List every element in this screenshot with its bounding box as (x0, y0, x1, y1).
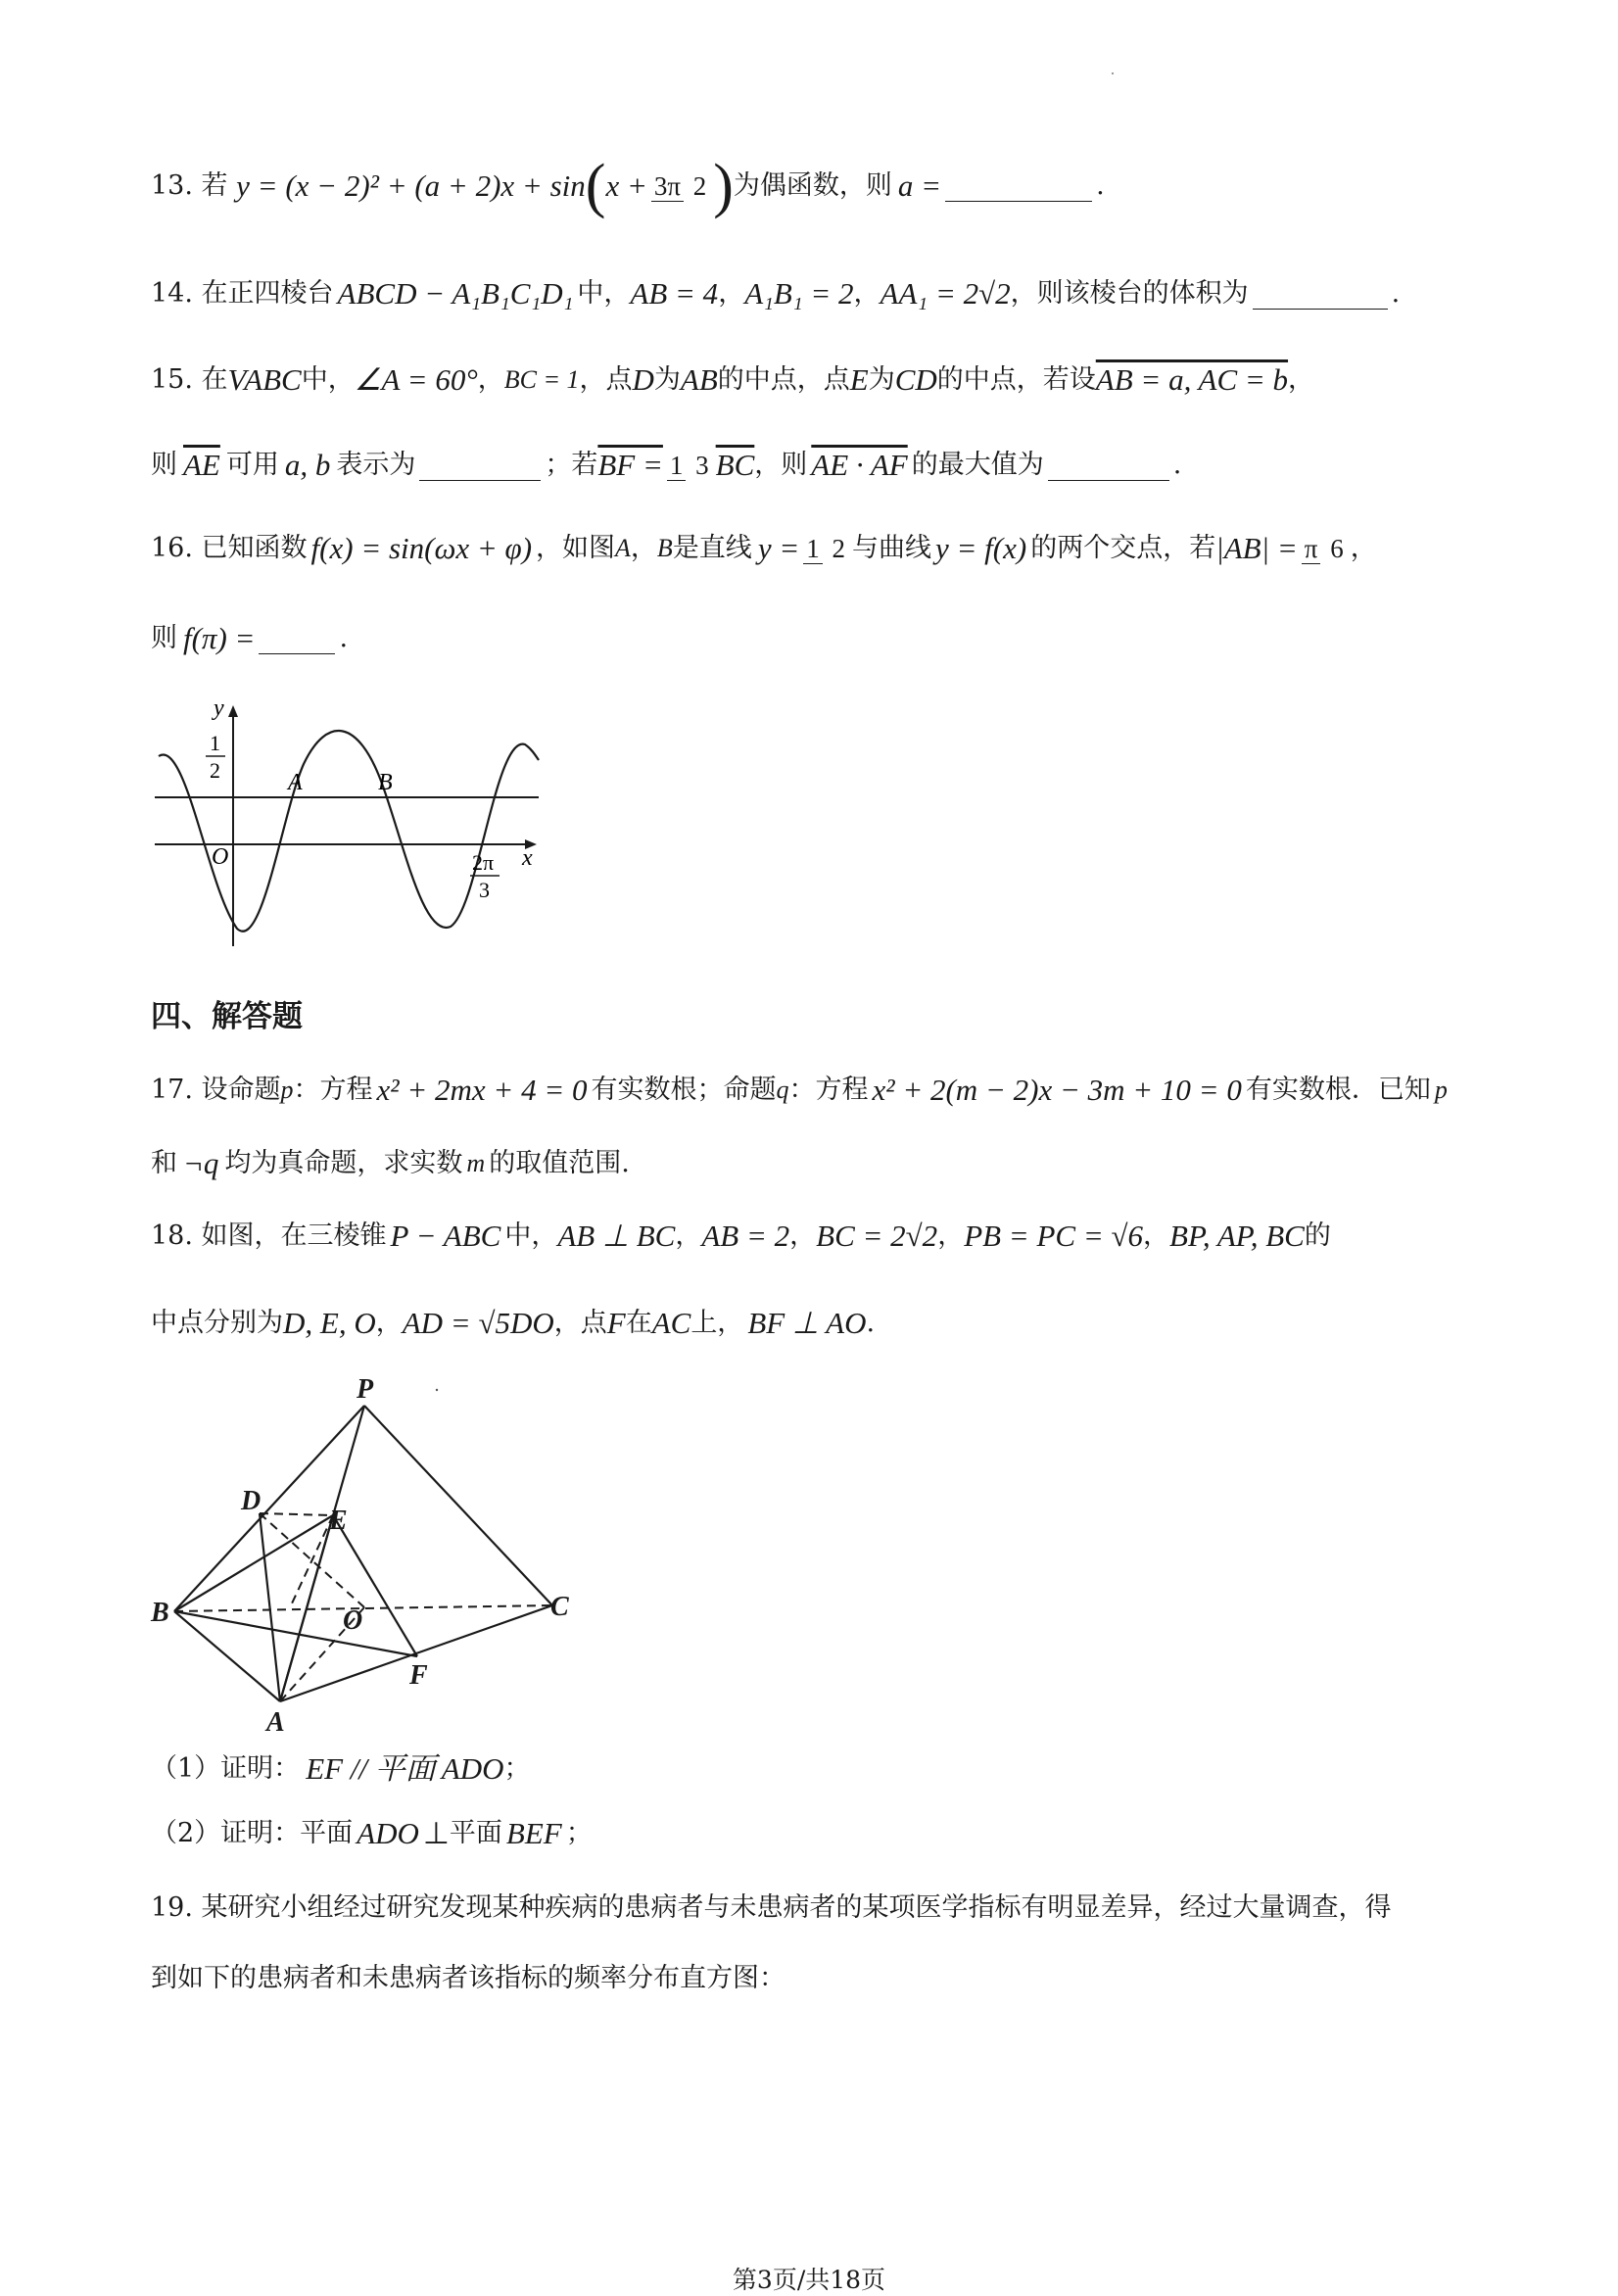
q17-l2-t3: 的取值范围. (489, 1148, 630, 1178)
segment-ad (260, 1513, 280, 1701)
label-f: F (409, 1660, 428, 1691)
q18-2-perp: ⊥ (422, 1816, 450, 1850)
q18-l2-t1: 中点分别为 (151, 1308, 283, 1338)
q18-points: D, E, O (283, 1306, 376, 1340)
q14-solid: ABCD − A₁B₁C₁D₁ (337, 276, 574, 311)
q18-solid: P − ABC (390, 1219, 501, 1253)
graph-half-den: 2 (210, 758, 220, 783)
q17-t2: ：方程 (293, 1075, 373, 1105)
q13-answer-blank (945, 171, 1092, 202)
q16-number: 16. (151, 533, 193, 563)
sine-graph-figure (147, 695, 548, 960)
label-o: O (343, 1605, 363, 1636)
q15-dot-product: AE · AF (811, 448, 908, 482)
question-17-line2 (151, 1144, 630, 1183)
q16-point-b: B (656, 534, 673, 562)
q18-sep2: ， (789, 1220, 817, 1251)
q15-l2-t2: 表示为 (336, 450, 416, 480)
q15-l2-t1: 可用 (225, 450, 279, 480)
q16-frac-num: 1 (803, 534, 823, 564)
q18-cond7: BF ⊥ AO (747, 1306, 867, 1340)
q18-sep1: ， (675, 1220, 702, 1251)
page-footer: 第3页/共18页 (732, 2266, 886, 2294)
q15-text5: 的中点，点 (717, 364, 850, 395)
pyramid-figure (147, 1376, 588, 1739)
q18-cond6: AD = √5DO (402, 1306, 554, 1340)
question-19-line1 (151, 1889, 1392, 1928)
q13-x-plus: x + (605, 168, 647, 203)
q18-cond4: PB = PC = √6 (964, 1219, 1144, 1253)
figure-speck (436, 1389, 438, 1391)
q15-answer-blank-1 (419, 451, 541, 481)
q18-f: F (606, 1306, 626, 1340)
q14-sep1: ， (718, 278, 745, 309)
q16-frac2-num: π (1302, 534, 1321, 564)
q18-cond2: AB = 2 (701, 1219, 790, 1253)
q17-l2-t2: 均为真命题，求实数 (224, 1148, 463, 1178)
q13-number: 13. (151, 170, 193, 201)
q15-answer-blank-2 (1048, 451, 1169, 481)
q13-paren-right: ) (713, 153, 734, 219)
q18-l2-t4: 上， (690, 1308, 744, 1338)
scan-dot (1112, 72, 1114, 74)
q19-line2: 到如下的患病者和未患病者该指标的频率分布直方图： (151, 1963, 785, 1993)
q18-t3: 的 (1304, 1220, 1331, 1251)
q16-text3: 是直线 (672, 533, 752, 563)
q17-eq2: x² + 2(m − 2)x − 3m + 10 = 0 (872, 1073, 1242, 1107)
graph-x-label: x (522, 845, 533, 871)
q15-sep1: ， (477, 364, 504, 395)
q17-p: p (280, 1076, 294, 1104)
q14-text3: ，则该棱台的体积为 (1010, 278, 1249, 309)
q13-var: a = (897, 168, 942, 203)
q18-sep4: ， (1143, 1220, 1170, 1251)
q15-frac-den: 3 (695, 450, 709, 480)
q18-l2-t3: 在 (625, 1308, 652, 1338)
q16-text4: 与曲线 (852, 533, 931, 563)
question-15-line2 (151, 446, 1181, 485)
q16-function: f(x) = sin(ωx + φ) (310, 531, 533, 565)
q15-text3: ，点 (579, 364, 633, 395)
q13-expr: y = (x − 2)² + (a + 2)x + sin (236, 168, 586, 203)
q18-t1: 如图，在三棱锥 (201, 1220, 387, 1251)
q17-p2: p (1434, 1076, 1448, 1104)
q17-t3: 有实数根；命题 (591, 1075, 777, 1105)
q18-t2: 中， (504, 1220, 558, 1251)
graph-tick-den: 3 (479, 878, 490, 902)
q14-text2: 中， (577, 278, 631, 309)
q16-fraction-half (803, 534, 848, 564)
q18-1-label: （1）证明： (151, 1753, 301, 1784)
q16-y-eq: y = (757, 531, 800, 565)
q15-frac-num: 1 (667, 451, 687, 481)
section-4-heading: 四、解答题 (151, 999, 303, 1034)
q19-line1: 某研究小组经过研究发现某种疾病的患病者与未患病者的某项医学指标有明显差异，经过大量调查，得 (201, 1892, 1392, 1923)
label-c: C (550, 1592, 569, 1622)
q18-1-expr: EF // 平面 (306, 1751, 436, 1786)
q16-curve: y = f(x) (935, 531, 1027, 565)
graph-y-label: y (214, 695, 224, 721)
q16-f-pi: f(π) = (183, 621, 256, 655)
q16-l2-pre: 则 (151, 623, 177, 653)
q15-l2-t4: ，则 (754, 450, 808, 480)
q14-cond1: AB = 4 (630, 276, 719, 311)
q18-2-plane2: BEF (505, 1816, 562, 1850)
q17-l2-t1: 和 (151, 1148, 177, 1178)
q14-cond3: AA₁ = 2√2 (880, 276, 1011, 311)
q15-vec-ab: a, b (284, 448, 331, 482)
q16-comma: ， (630, 533, 657, 563)
label-b: B (151, 1598, 169, 1628)
graph-tick-num: 2π (472, 850, 495, 875)
q17-number: 17. (151, 1075, 193, 1105)
q18-sep5: ， (375, 1308, 403, 1338)
q16-abs: |AB| = (1215, 531, 1298, 565)
q18-1-end: ； (503, 1753, 531, 1784)
y-axis-arrow (228, 705, 238, 717)
q15-fraction (667, 451, 712, 481)
q17-not-q: ¬q (183, 1146, 219, 1180)
q13-fraction (651, 171, 709, 202)
q17-t5: 有实数根．已知 (1245, 1075, 1431, 1105)
question-14 (151, 274, 1400, 313)
q18-sep3: ， (937, 1220, 965, 1251)
q15-text4: 为 (653, 364, 681, 395)
q18-l2-t2: ，点 (553, 1308, 607, 1338)
q15-e: E (849, 362, 869, 397)
q15-ab: AB (680, 362, 718, 397)
q16-answer-blank (259, 624, 335, 654)
q18-cond5: BP, AP, BC (1169, 1219, 1305, 1253)
q16-text2: ，如图 (536, 533, 616, 563)
q18-end: . (866, 1308, 876, 1338)
q13-frac-num: 3π (651, 171, 684, 202)
q14-number: 14. (151, 278, 193, 309)
q14-cond2: A₁B₁ = 2 (744, 276, 854, 311)
q15-text1: 在 (201, 364, 228, 395)
q19-number: 19. (151, 1892, 193, 1923)
q16-frac2-den: 6 (1330, 533, 1344, 563)
q15-text7: 的中点，若设 (936, 364, 1096, 395)
label-a: A (266, 1707, 285, 1738)
question-18-part2 (151, 1814, 593, 1853)
q15-bc: BC = 1 (503, 365, 580, 394)
q15-l2-pre: 则 (151, 450, 177, 480)
q14-text1: 在正四棱台 (201, 278, 334, 309)
segment-de-dashed (260, 1513, 333, 1515)
edge-ba (174, 1611, 280, 1701)
q16-end1: ， (1350, 533, 1377, 563)
q16-text1: 已知函数 (201, 533, 308, 563)
q17-q: q (776, 1076, 789, 1104)
q18-ac: AC (651, 1306, 691, 1340)
label-p: P (357, 1376, 374, 1405)
q15-angle: ∠A = 60° (354, 362, 478, 397)
q16-frac-den: 2 (832, 533, 845, 563)
q15-cd: CD (894, 362, 937, 397)
q13-end: . (1096, 170, 1105, 201)
q17-t1: 设命题 (201, 1075, 281, 1105)
q14-end: . (1391, 278, 1401, 309)
graph-origin-label: O (212, 844, 229, 870)
q18-number: 18. (151, 1220, 193, 1251)
q18-2-t: 平面 (449, 1818, 502, 1848)
label-e: E (329, 1506, 348, 1536)
q13-mid: 为偶函数，则 (733, 170, 892, 201)
q15-l2-t5: 的最大值为 (911, 450, 1044, 480)
q15-vec-bc: $\overline{BC}$ (715, 448, 755, 482)
q15-vector-def: AB = a, AC = b (1095, 362, 1289, 397)
q13-paren-left: ( (585, 153, 606, 219)
question-16-line2 (151, 619, 348, 658)
question-17-line1 (151, 1071, 1448, 1110)
graph-point-a: A (288, 770, 303, 795)
q15-vec-bf: BF = (597, 448, 663, 482)
q15-l2-t3: ；若 (545, 450, 598, 480)
q15-vec-ae: $\overline{AE}$ (183, 448, 220, 482)
q18-1-plane: ADO (441, 1751, 504, 1786)
question-18-line1 (151, 1217, 1331, 1256)
graph-half-num: 1 (210, 731, 220, 755)
q16-end2: . (339, 623, 349, 653)
question-16-line1 (151, 529, 1377, 568)
question-18-part1 (151, 1749, 531, 1789)
q18-2-label: （2）证明：平面 (151, 1818, 354, 1848)
q18-2-end: ； (565, 1818, 593, 1848)
q16-fraction-pi (1302, 534, 1347, 564)
question-19-line2 (151, 1959, 785, 1998)
q13-frac-den: 2 (692, 170, 707, 201)
q15-text2: 中， (301, 364, 355, 395)
question-18-line2 (151, 1304, 875, 1343)
q18-2-plane1: ADO (357, 1816, 419, 1850)
q13-pre: 若 (201, 170, 228, 201)
q18-cond3: BC = 2√2 (816, 1219, 938, 1253)
graph-point-b: B (378, 770, 393, 795)
question-13 (151, 153, 1105, 219)
q16-point-a: A (615, 534, 631, 562)
edge-pc (364, 1406, 552, 1605)
q16-text5: 的两个交点，若 (1030, 533, 1216, 563)
q15-triangle: VABC (227, 362, 302, 397)
q14-sep2: ， (853, 278, 880, 309)
q18-cond1: AB ⊥ BC (557, 1219, 676, 1253)
q14-answer-blank (1253, 279, 1388, 310)
q17-eq1: x² + 2mx + 4 = 0 (376, 1073, 588, 1107)
q17-t4: ：方程 (788, 1075, 869, 1105)
q15-number: 15. (151, 364, 193, 395)
q17-m: m (466, 1149, 486, 1177)
q15-end2: . (1172, 450, 1182, 480)
q15-text6: 为 (868, 364, 895, 395)
question-15-line1 (151, 360, 1314, 400)
q15-end1: ， (1288, 364, 1315, 395)
label-d: D (241, 1486, 262, 1516)
q15-d: D (632, 362, 654, 397)
